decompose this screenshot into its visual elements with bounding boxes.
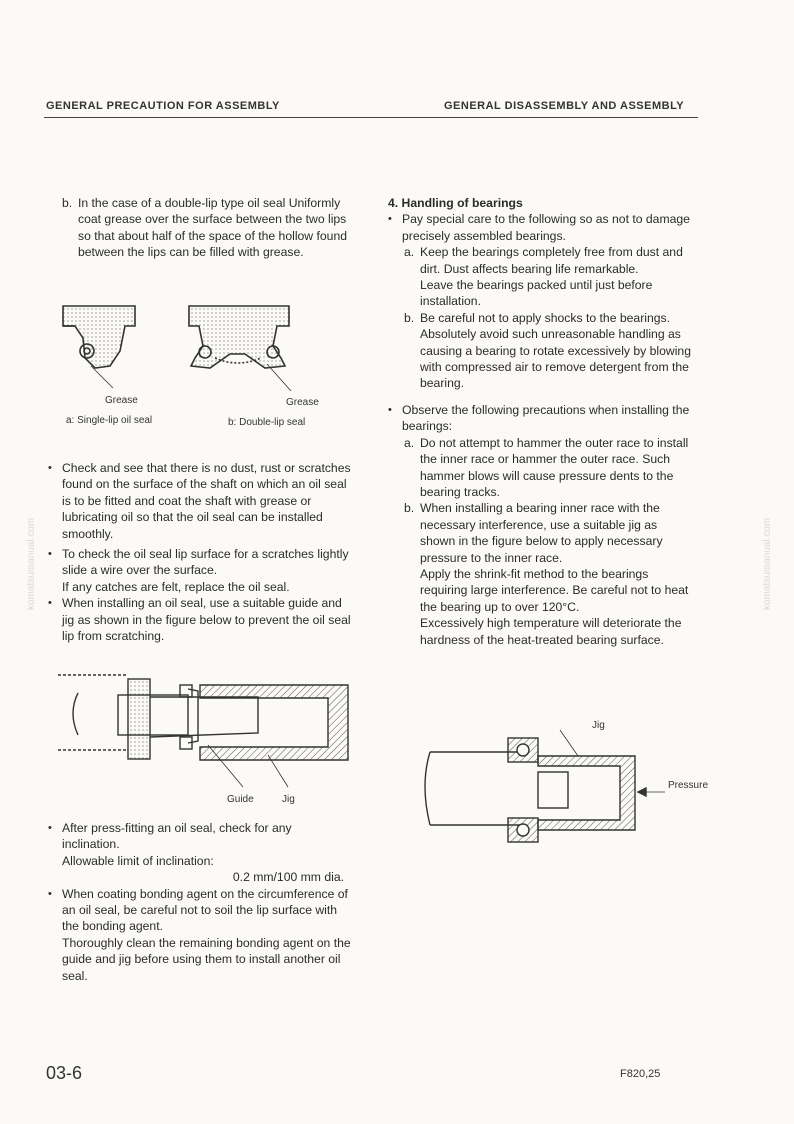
a-text: Keep the bearings completely free from dust and dirt. Dust affects bearing life remarkable. — [420, 245, 683, 276]
guide-label: Guide — [227, 794, 254, 805]
bullet-check-lip: • To check the oil seal lip surface for a scratches lightly slide a wire over the surface. — [48, 546, 352, 579]
left-bullets-1 — [48, 460, 352, 644]
bullet-inclination: • After press-fitting an oil seal, check for any inclination. — [48, 820, 352, 853]
grease-a-label: Grease — [105, 395, 138, 406]
watermark-left: komatsumanual.com — [26, 517, 37, 610]
watermark-right: komatsumanual.com — [762, 517, 773, 610]
grease-b-label: Grease — [286, 397, 319, 408]
b-text-right: Be careful not to apply shocks to the bearings. — [420, 310, 670, 325]
b2-text: When installing a bearing inner race with the necessary interference, use a suitable jig as shown in the figure below to apply necessary pressure to the inner race. — [420, 501, 663, 565]
b-label-right: b. — [404, 310, 415, 325]
b-label: b. — [62, 196, 73, 210]
a2-text: Do not attempt to hammer the outer race to install the inner race or hammer the outer race. Such hammer blows will cause pressure dents to the bearing tracks. — [420, 435, 689, 499]
grease-b-leader — [267, 364, 291, 391]
a2-label: a. — [404, 435, 415, 450]
bullet-observe: • Observe the following precautions when installing the bearings: — [388, 402, 691, 435]
b2-label: b. — [404, 501, 415, 516]
left-bullets-2 — [48, 820, 352, 984]
a-label: a. — [404, 245, 415, 260]
bearing-install-figure — [410, 730, 720, 860]
jig-label: Jig — [282, 794, 295, 805]
right-column-text — [388, 195, 691, 648]
bullet-special-care: • Pay special care to the following so as not to damage precisely assembled bearings. — [388, 211, 691, 244]
fig-caption-single-lip: a: Single-lip oil seal — [66, 415, 153, 426]
grease-a-leader — [91, 366, 113, 388]
b-text: In the case of a double-lip type oil seal Uniformly coat grease over the surface between the two lips so that about half of the space of the hollow found between the lips can be filled with grease. — [78, 196, 347, 260]
oil-seal-install-figure — [58, 665, 358, 810]
b-text-right-2: Absolutely avoid such unreasonable handling as causing a bearing to rotate excessively by blowing with compressed air to remove detergent from the bearing. — [420, 327, 691, 391]
bullet-check-shaft: • Check and see that there is no dust, rust or scratches found on the surface of the shaft on which an oil seal is to be fitted and coat the shaft with grease or lubricating oil so that the oil seal can be installed smoothly. — [48, 460, 352, 542]
bullet-check-lip-2: If any catches are felt, replace the oil seal. — [62, 579, 290, 594]
header-rule — [44, 117, 698, 118]
a-text-2: Leave the bearings packed until just before installation. — [420, 278, 653, 309]
single-lip-seal-drawing — [63, 306, 135, 368]
b2-text-3: Excessively high temperature will deteriorate the hardness of the heat-treated bearing surface. — [420, 616, 682, 647]
header-right-title: GENERAL DISASSEMBLY AND ASSEMBLY — [444, 100, 685, 112]
document-code: F820,25 — [620, 1068, 661, 1080]
b2-text-2: Apply the shrink-fit method to the bearings requiring large interference. Be careful not to heat the bearing up to over 120°C. — [420, 566, 689, 614]
inclination-limit-label: Allowable limit of inclination: — [62, 853, 214, 868]
header-left-title: GENERAL PRECAUTION FOR ASSEMBLY — [46, 100, 280, 112]
fig-caption-double-lip: b: Double-lip seal — [228, 417, 306, 428]
inclination-limit-value: 0.2 mm/100 mm dia. — [232, 870, 344, 885]
bullet-bonding-agent: • When coating bonding agent on the circumference of an oil seal, be careful not to soil the lip surface with the bonding agent. — [48, 886, 352, 935]
page-number: 03-6 — [46, 1063, 83, 1083]
bullet-guide-jig: • When installing an oil seal, use a suitable guide and jig as shown in the figure below to prevent the oil seal lip from scratching. — [48, 595, 352, 644]
pressure-label: Pressure — [668, 780, 709, 791]
section-heading-bearings: 4. Handling of bearings — [388, 196, 523, 210]
double-lip-seal-drawing — [189, 306, 289, 368]
left-b-paragraph — [62, 195, 352, 261]
bullet-bonding-agent-2: Thoroughly clean the remaining bonding agent on the guide and jig before using them to install another oil seal. — [62, 935, 351, 983]
jig-label-right: Jig — [592, 720, 605, 731]
